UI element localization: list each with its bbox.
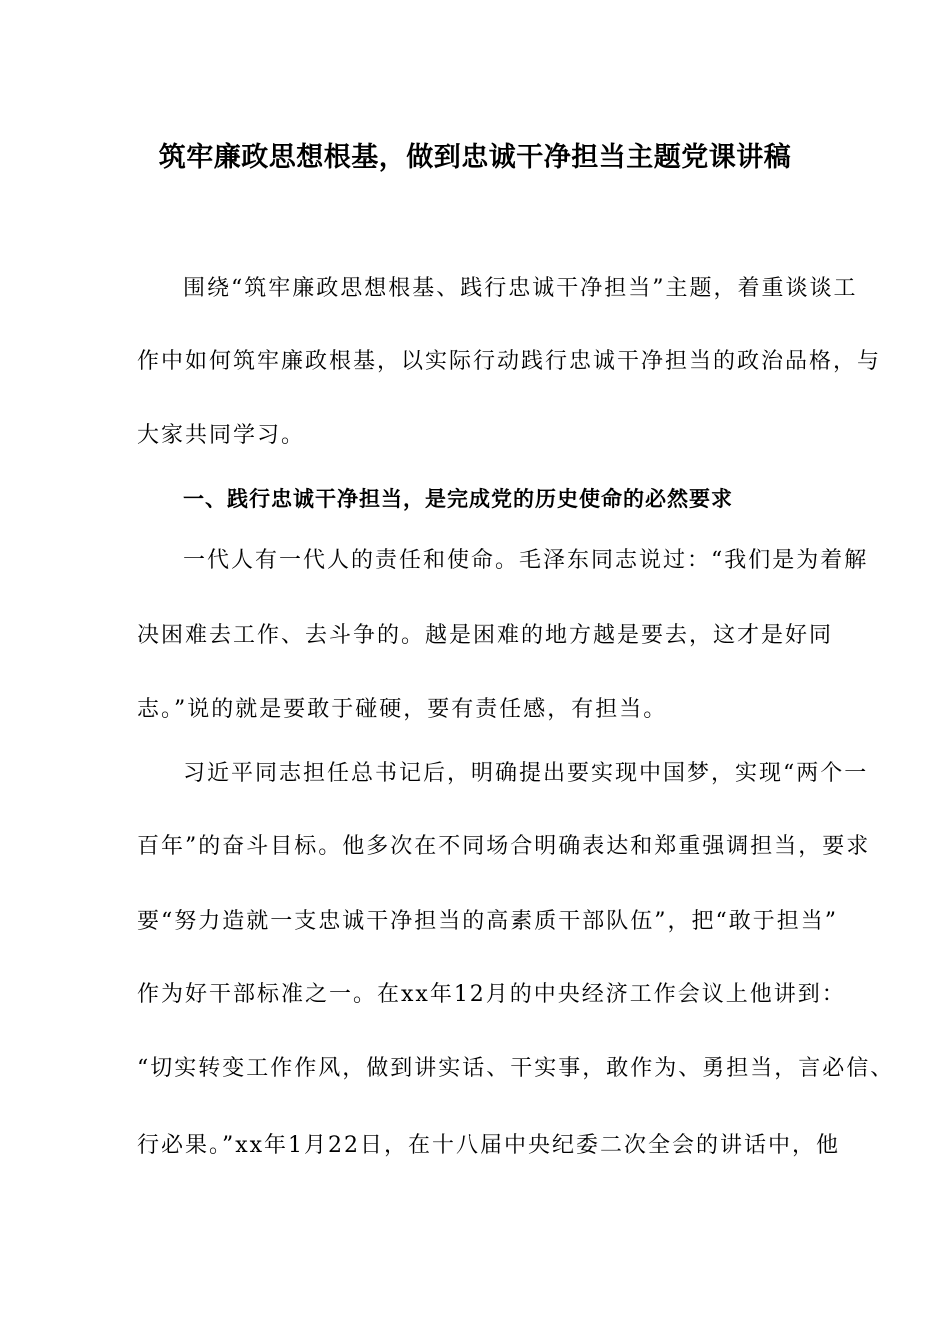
- document-title: 筑牢廉政思想根基，做到忠诚干净担当主题党课讲稿: [158, 142, 792, 173]
- paragraph-3-line-4: 作为好干部标准之一。在xx年12月的中央经济工作会议上他讲到：: [137, 982, 846, 1007]
- section-heading-1: 一、践行忠诚干净担当，是完成党的历史使命的必然要求: [183, 487, 733, 511]
- paragraph-3-line-6: 行必果。”xx年1月22日，在十八届中央纪委二次全会的讲话中，他: [137, 1133, 841, 1158]
- paragraph-3-line-5: “切实转变工作作风，做到讲实话、干实事，敢作为、勇担当，言必信、: [137, 1056, 895, 1081]
- paragraph-3-line-2: 百年”的奋斗目标。他多次在不同场合明确表达和郑重强调担当，要求: [137, 834, 871, 859]
- paragraph-2-line-2: 决困难去工作、去斗争的。越是困难的地方越是要去，这才是好同: [137, 623, 834, 648]
- paragraph-3-line-1: 习近平同志担任总书记后，明确提出要实现中国梦，实现“两个一: [183, 761, 869, 786]
- paragraph-2-line-1: 一代人有一代人的责任和使命。毛泽东同志说过：“我们是为着解: [183, 548, 869, 573]
- paragraph-2-line-3: 志。”说的就是要敢于碰硬，要有责任感，有担当。: [137, 697, 668, 722]
- paragraph-1-line-3: 大家共同学习。: [137, 423, 306, 448]
- paragraph-1-line-2: 作中如何筑牢廉政根基，以实际行动践行忠诚干净担当的政治品格，与: [137, 349, 882, 374]
- paragraph-1-line-1: 围绕“筑牢廉政思想根基、践行忠诚干净担当”主题，着重谈谈工: [183, 276, 858, 301]
- paragraph-3-line-3: 要“努力造就一支忠诚干净担当的高素质干部队伍”，把“敢于担当”: [137, 909, 838, 934]
